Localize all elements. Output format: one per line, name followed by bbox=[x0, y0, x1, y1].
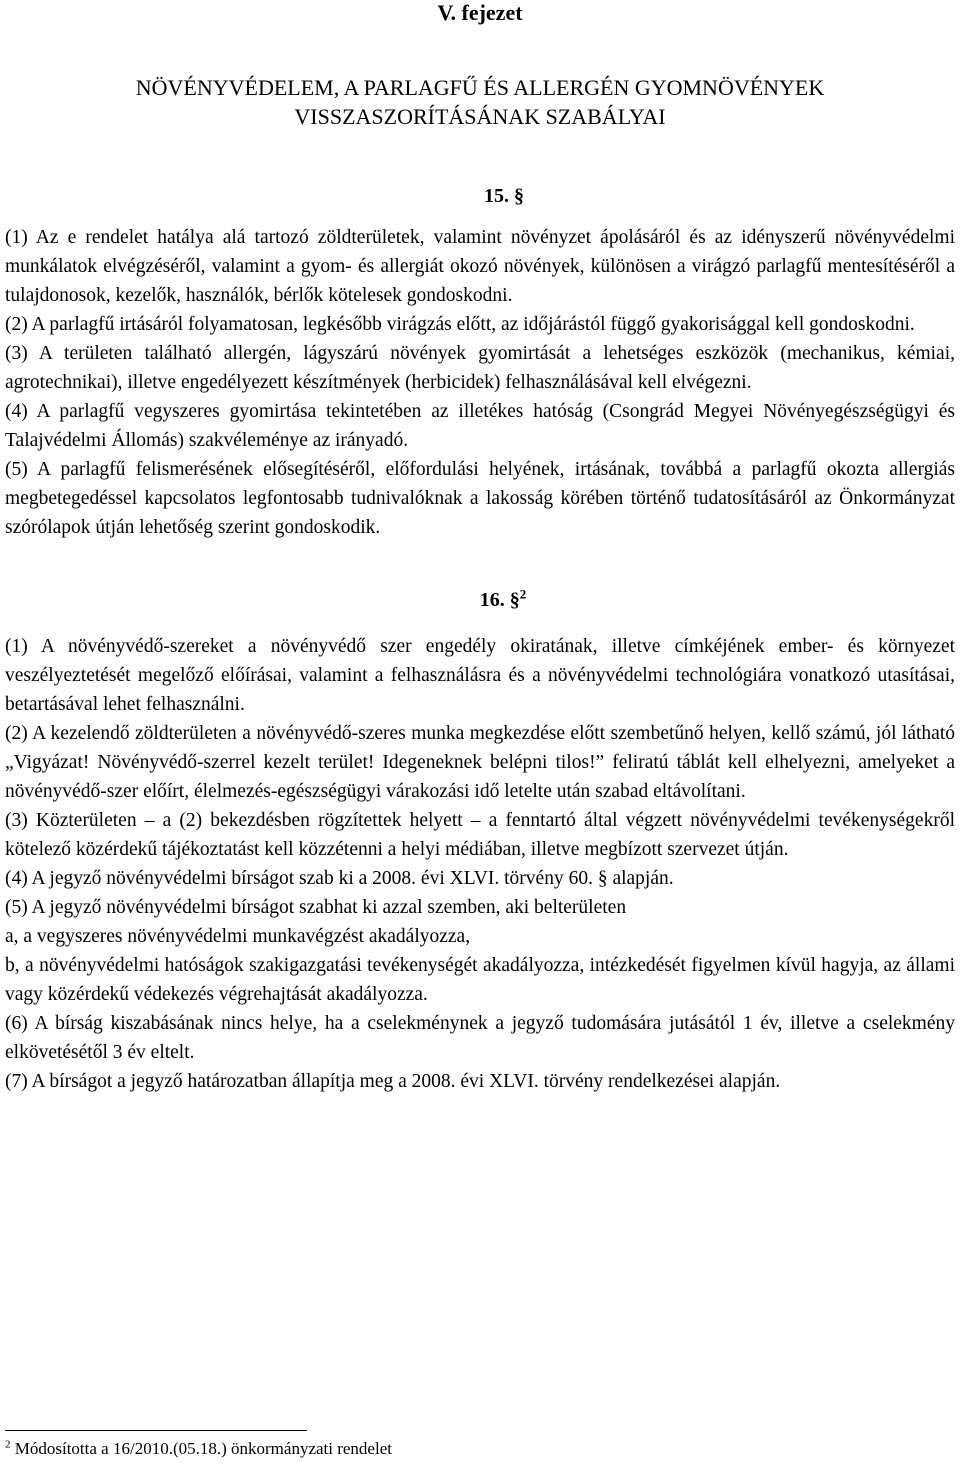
section-15-heading: 15. § bbox=[484, 185, 524, 207]
section-16-paragraph-6: (6) A bírság kiszabásának nincs helye, ha a cselekménynek a jegyző tudomására jutásától 1 év, illetve a cselekmény elkövetésétől 3 év eltelt. bbox=[5, 1013, 955, 1063]
section-16-paragraph-7: (7) A bírságot a jegyző határozatban állapítja meg a 2008. évi XLVI. törvény rendelkezései alapján. bbox=[5, 1071, 781, 1092]
section-15-paragraph-3: (3) A területen található allergén, lágyszárú növények gyomirtását a lehetséges eszközök (mechanikus, kémiai, agrotechnikai), illetve engedélyezett készítmények (herbicidek) felhasználásával kell elvégezni. bbox=[5, 343, 955, 393]
section-16-item-b: b, a növényvédelmi hatóságok szakigazgatási tevékenységét akadályozza, intézkedését figyelmen kívül hagyja, az állami vagy közérdekű védekezés végrehajtását akadályozza. bbox=[5, 955, 955, 1005]
section-15-body bbox=[5, 223, 955, 542]
footnote bbox=[5, 1438, 392, 1460]
footnote-text: Módosította a 16/2010.(05.18.) önkormányzati rendelet bbox=[14, 1439, 392, 1458]
document-page bbox=[5, 0, 955, 1096]
chapter-title-line-1: NÖVÉNYVÉDELEM, A PARLAGFŰ ÉS ALLERGÉN GYOMNÖVÉNYEK bbox=[135, 75, 825, 100]
section-16-paragraph-4: (4) A jegyző növényvédelmi bírságot szab ki a 2008. évi XLVI. törvény 60. § alapján. bbox=[5, 868, 674, 889]
footnote-divider bbox=[5, 1430, 307, 1431]
section-15-paragraph-2: (2) A parlagfű irtásáról folyamatosan, legkésőbb virágzás előtt, az időjárástól függő gyakorisággal kell gondoskodni. bbox=[5, 314, 915, 335]
footnote-mark: 2 bbox=[5, 1438, 11, 1451]
section-16-paragraph-1: (1) A növényvédő-szereket a növényvédő szer engedély okiratának, illetve címkéjének ember- és környezet veszélyeztetését megelőző előírásai, valamint a felhasználásra és a növényvédelmi technológiára vonatkozó utasításai, betartásával lehet felhasználni. bbox=[5, 636, 955, 715]
section-16-paragraph-2: (2) A kezelendő zöldterületen a növényvédő-szeres munka megkezdése előtt szembetűnő helyen, kellő számú, jól látható „Vigyázat! Növényvédő-szerrel kezelt terület! Idegeneknek belépni tilos!” feliratú táblát kell elhelyezni, amelyeket a növényvédő-szer előírt, élelmezés-egészségügyi várakozási idő letelte után szabad eltávolítani. bbox=[5, 723, 955, 802]
section-15-paragraph-4: (4) A parlagfű vegyszeres gyomirtása tekintetében az illetékes hatóság (Csongrád Megyei Növényegészségügyi és Talajvédelmi Állomás) szakvéleménye az irányadó. bbox=[5, 401, 955, 451]
footnote-reference: 2 bbox=[519, 586, 527, 602]
section-15-paragraph-5: (5) A parlagfű felismerésének elősegítéséről, előfordulási helyének, irtásának, továbbá a parlagfű okozta allergiás megbetegedéssel kapcsolatos legfontosabb tudnivalóknak a lakosság körében történő tudatosításáról az Önkormányzat szórólapok útján lehetőség szerint gondoskodik. bbox=[5, 459, 955, 538]
section-16-paragraph-3: (3) Közterületen – a (2) bekezdésben rögzítettek helyett – a fenntartó által végzett növényvédelmi tevékenységekről kötelező közérdekű tájékoztatást kell közzétenni a helyi médiában, illetve megbízott szervezet útján. bbox=[5, 810, 955, 860]
section-16-body bbox=[5, 632, 955, 1096]
section-15-paragraph-1: (1) Az e rendelet hatálya alá tartozó zöldterületek, valamint növényzet ápolásáról és az idényszerű növényvédelmi munkálatok elvégzéséről, valamint a gyom- és allergiát okozó növények, különösen a virágzó parlagfű mentesítéséről a tulajdonosok, kezelők, használók, bérlők kötelesek gondoskodni. bbox=[5, 227, 955, 306]
chapter-heading: V. fejezet bbox=[437, 0, 523, 25]
section-16-heading-wrap bbox=[5, 588, 955, 612]
chapter-title bbox=[5, 73, 955, 131]
section-16-paragraph-5: (5) A jegyző növényvédelmi bírságot szabhat ki azzal szemben, aki belterületen bbox=[5, 897, 627, 918]
section-16-item-a: a, a vegyszeres növényvédelmi munkavégzést akadályozza, bbox=[5, 926, 471, 947]
section-16-heading: 16. § bbox=[479, 589, 520, 611]
chapter-title-line-2: VISSZASZORÍTÁSÁNAK SZABÁLYAI bbox=[294, 104, 666, 129]
